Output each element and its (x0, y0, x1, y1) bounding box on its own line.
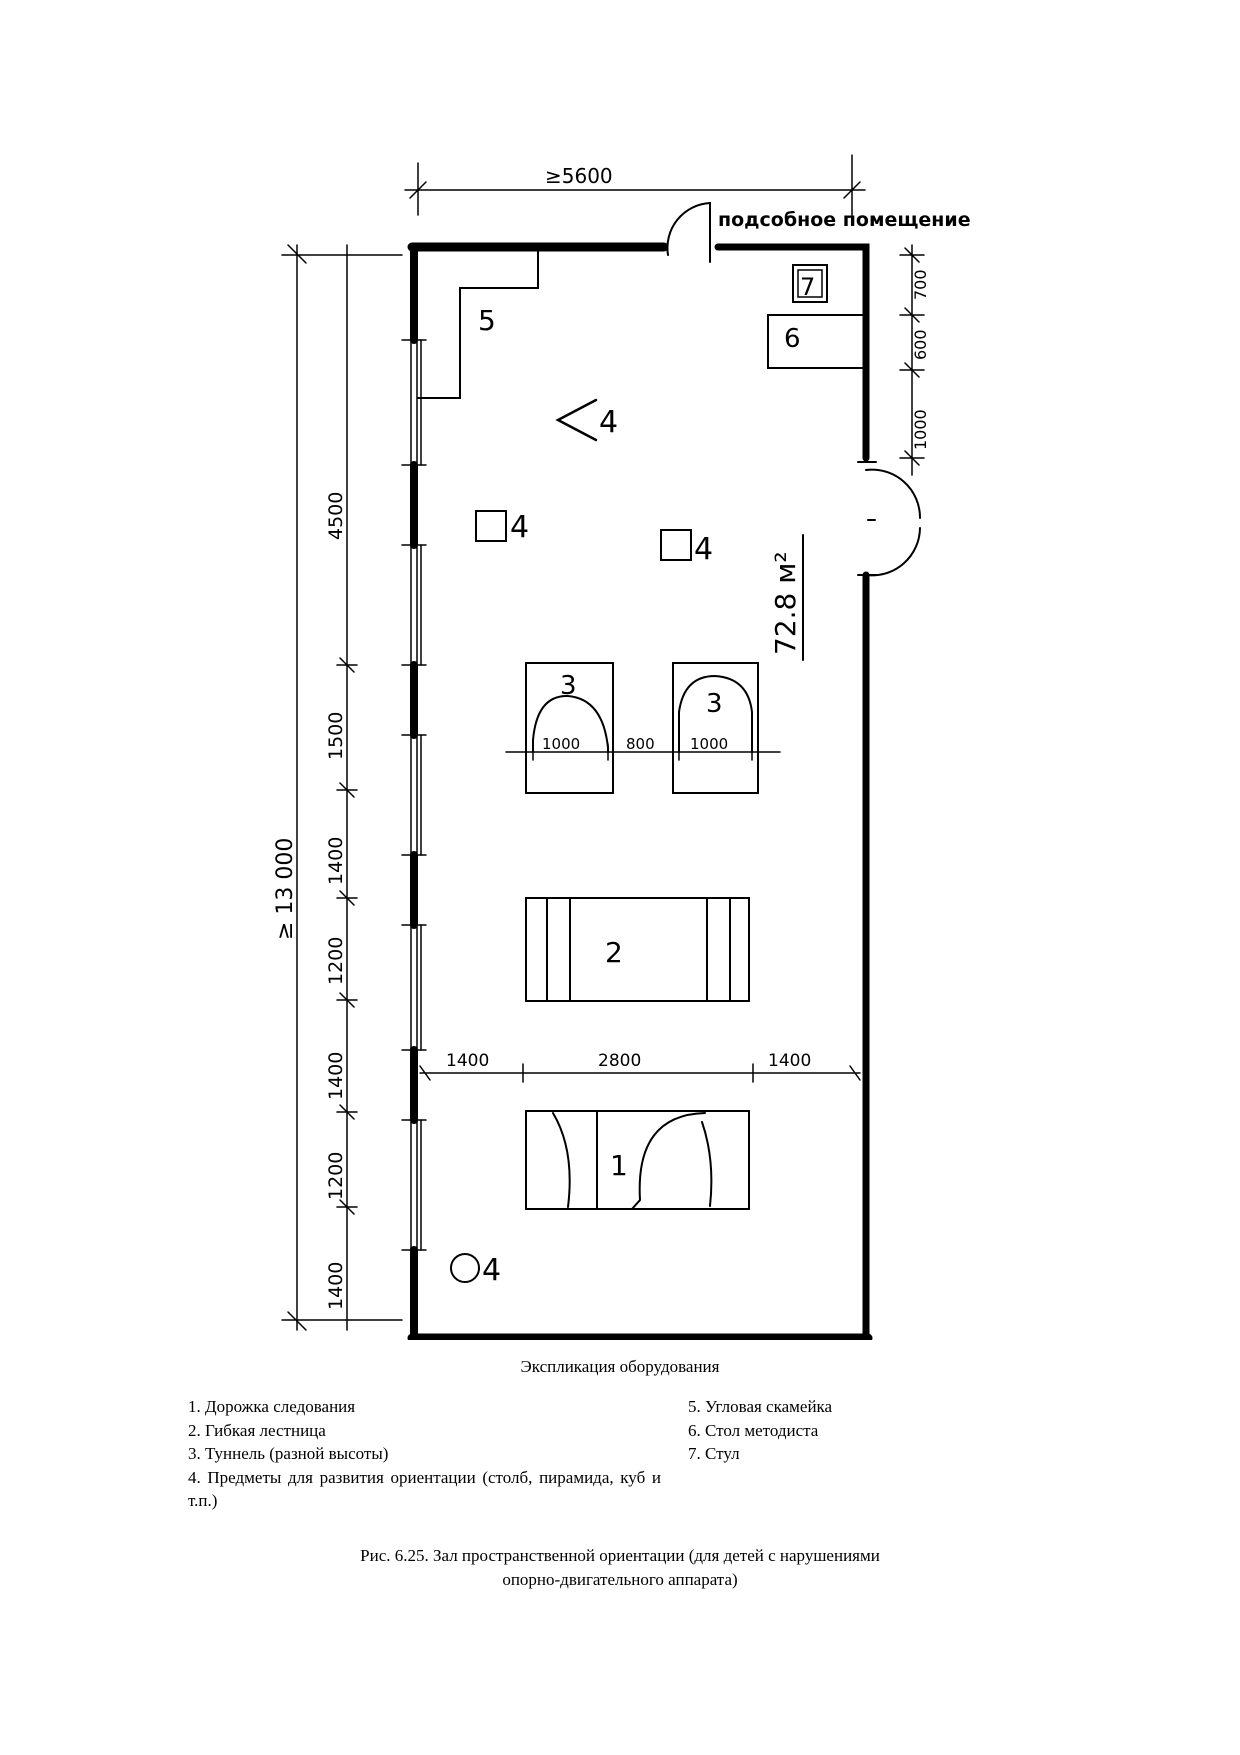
tunnel-dim-label: 1000 (542, 735, 581, 753)
cube-object (661, 530, 691, 560)
legend-item: 2. Гибкая лестница (188, 1420, 326, 1440)
legend-item: 4. Предметы для развития ориентации (столб, пирамида, куб и т.п.) (188, 1467, 661, 1510)
marker-tunnel: 3 (560, 671, 577, 701)
right-door-swing (866, 470, 920, 576)
figure-caption-line: опорно-двигательного аппарата) (502, 1569, 738, 1589)
auxiliary-room-label: подсобное помещение (718, 209, 971, 231)
legend-item: 1. Дорожка следования (188, 1397, 356, 1416)
pyramid-object (558, 400, 596, 440)
marker-chair: 7 (800, 273, 816, 301)
right-dim-label: 600 (911, 329, 930, 360)
marker-cube: 4 (510, 510, 530, 545)
top-door-swing (667, 203, 710, 262)
left-dim-label: 1400 (325, 836, 347, 885)
exterior-walls (402, 247, 868, 1340)
marker-cube: 4 (694, 532, 714, 567)
right-dim-label: 700 (911, 269, 930, 300)
left-dim-label: 1200 (325, 1151, 347, 1200)
tunnel-dim-label: 800 (626, 735, 655, 753)
legend-item: 3. Туннель (разной высоты) (188, 1444, 389, 1463)
tunnel-dim-label: 1000 (690, 735, 729, 753)
legend-item: 5. Угловая скамейка (688, 1397, 833, 1416)
track-dim-label: 1400 (768, 1051, 812, 1071)
right-dim-label: 1000 (911, 409, 930, 450)
marker-pyramid: 4 (599, 405, 619, 440)
legend-item: 7. Стул (688, 1444, 740, 1463)
cube-object (476, 511, 506, 541)
figure-caption (0, 1544, 1240, 1591)
flexible-ladder (526, 898, 749, 1001)
marker-table: 6 (784, 324, 801, 354)
legend-left-column (188, 1395, 661, 1513)
walking-track (526, 1111, 749, 1209)
marker-bench: 5 (478, 304, 496, 337)
explication-title: Экспликация оборудования (520, 1357, 720, 1376)
top-dim-label: ≥5600 (545, 164, 613, 188)
left-dim-label: 4500 (325, 491, 347, 540)
top-dim-line (405, 155, 865, 215)
figure-caption-line: Рис. 6.25. Зал пространственной ориентации (для детей с нарушениями (360, 1546, 880, 1565)
tunnel (673, 663, 758, 793)
marker-track: 1 (610, 1149, 628, 1182)
teacher-table (768, 315, 862, 368)
marker-ladder: 2 (605, 936, 623, 969)
track-dim-label: 1400 (446, 1051, 490, 1071)
left-dim-label: 1400 (325, 1261, 347, 1310)
track-dim-label: 2800 (598, 1051, 642, 1071)
area-label: 72.8 м² (769, 551, 802, 655)
pillar-object (451, 1254, 479, 1282)
left-dim-label: 1500 (325, 711, 347, 760)
total-length-label: ≥ 13 000 (273, 837, 298, 940)
legend-item: 6. Стол методиста (688, 1420, 819, 1440)
left-dim-label: 1200 (325, 936, 347, 985)
marker-pillar: 4 (482, 1253, 502, 1288)
right-door-jamb (858, 462, 876, 575)
left-dim-label: 1400 (325, 1051, 347, 1100)
marker-tunnel: 3 (706, 689, 723, 719)
legend-right-column (688, 1395, 988, 1466)
